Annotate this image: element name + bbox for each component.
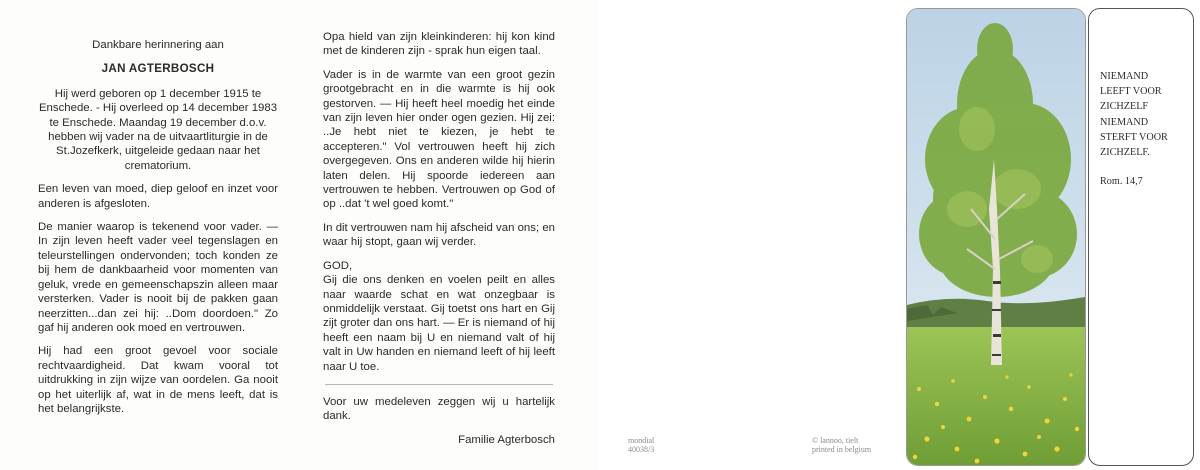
birch-tree-image	[907, 9, 1085, 465]
prayer-text: Gij die ons denken en voelen peilt en alles naar waarde schat en wat onzegbaar is onmiddelijk verstaat. Gij toetst ons hart en Gij zijt groter dan ons hart. — Er is niemand of hij heeft een naam bij U en niemand valt of hij valt in Uw handen en niemand leeft of hij leeft naar U toe.	[323, 274, 555, 373]
paragraph-right-3: In dit vertrouwen nam hij afscheid van ons; en waar hij stopt, gaan wij verder.	[323, 221, 555, 249]
imprint-country: printed in belgium	[812, 445, 872, 454]
verse-line: LEEFT VOOR	[1100, 86, 1162, 98]
left-column	[38, 38, 278, 425]
paragraph-right-1: Opa hield van zijn kleinkinderen: hij kon kind met de kinderen zijn - sprak hun eigen taal.	[323, 31, 555, 58]
memorial-card	[0, 0, 598, 470]
scripture-verse	[1100, 69, 1190, 189]
family-signature: Familie Agterbosch	[458, 433, 555, 446]
birch-tree-photo	[906, 8, 1086, 466]
scripture-panel	[1088, 8, 1194, 466]
intro-paragraph: Hij werd geboren op 1 december 1915 te Enschede. - Hij overleed op 14 december 1983 te Enschede. Maandag 19 december d.o.v. hebben wij vader na de uitvaartliturgie in de St.Jozefkerk, uitgeleide gedaan naar het crematorium.	[38, 87, 278, 172]
prayer-title: GOD,	[323, 259, 353, 272]
paragraph-left-3: Hij had een groot gevoel voor sociale rechtvaardigheid. Dat kwam vooral tot uitdrukking in zijn wijze van oordelen. Ga nooit op het uiterlijk af, wat in de mens leeft, dat is het belangrijkste.	[38, 345, 278, 415]
verse-line: ZICHZELF.	[1100, 147, 1150, 159]
verse-line: ZICHZELF	[1100, 101, 1149, 113]
paragraph-left-1: Een leven van moed, diep geloof en inzet voor anderen is afgesloten.	[38, 183, 278, 210]
divider	[325, 384, 553, 385]
deceased-name: JAN AGTERBOSCH	[101, 62, 215, 76]
verse-line: STERFT VOOR	[1100, 131, 1168, 143]
printer-imprint	[812, 436, 871, 454]
publisher-imprint	[628, 436, 654, 454]
thanks-text: Voor uw medeleven zeggen wij u hartelijk dank.	[323, 395, 555, 423]
paragraph-right-2: Vader is in de warmte van een groot gezin grootgebracht en in die warmte is hij ook gestorven. — Hij heeft heel moedig het einde van zijn leven hier onder ogen gezien. Hij zei: ..Je hebt niet te kiezen, je hebt te accepteren." Vol vertrouwen heeft hij zich overgegeven. Ons en anderen wilde hij hierin laten delen. Hij spoorde iedereen aan vertrouwen te hebben. Vertrouwen op God of op ..dat 't wel goed komt."	[323, 68, 555, 211]
imprint-publisher: mondial	[628, 436, 655, 445]
verse-line: NIEMAND	[1100, 71, 1149, 82]
paragraph-left-2: De manier waarop is tekenend voor vader. — In zijn leven heeft vader veel tegenslagen en teleurstellingen ondervonden; toch konden ze bij hem de dankbaarheid voor momenten van geluk, vrede en gemeenschapszin alleen maar versterken. Vader is nooit bij de pakken gaan neerzitten...dan zei hij: ..Dom doordoen." Zo gaf hij anderen ook moed en vertrouwen.	[38, 221, 278, 334]
verse-reference: Rom. 14,7	[1100, 176, 1143, 188]
verse-line: NIEMAND	[1100, 116, 1149, 128]
card-heading: Dankbare herinnering aan	[92, 39, 224, 51]
imprint-number: 40038/3	[628, 445, 655, 454]
imprint-copyright: © lannoo, tielt	[812, 436, 859, 445]
right-column	[323, 30, 555, 456]
